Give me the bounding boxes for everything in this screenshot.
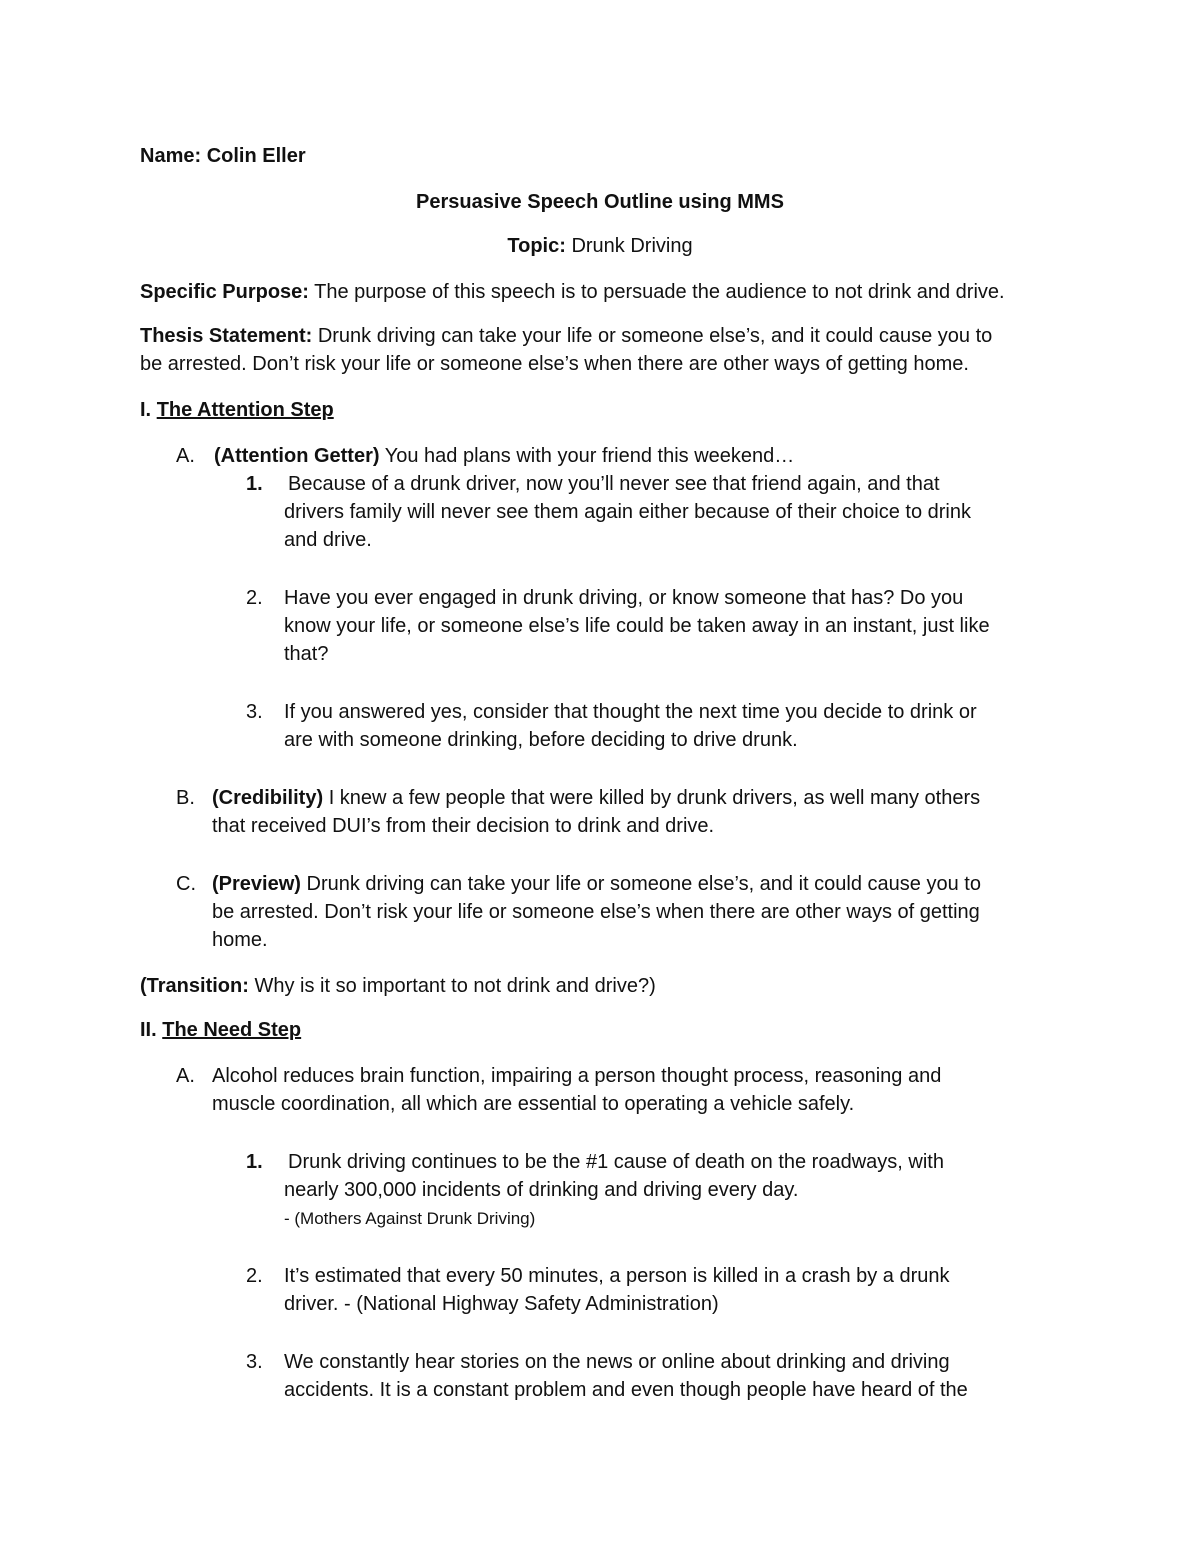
- section-numeral: I.: [140, 399, 152, 421]
- attention-getter-label: (Attention Getter): [214, 445, 380, 467]
- specific-purpose-text: The purpose of this speech is to persuade the audience to not drink and drive.: [314, 281, 1005, 303]
- credibility-text-1: I knew a few people that were killed by drunk drivers, as well many others: [328, 787, 981, 809]
- list-item-line: Have you ever engaged in drunk driving, or know someone that has? Do you: [284, 587, 964, 609]
- credibility-label: (Credibility): [212, 787, 324, 809]
- thesis-line-1: [140, 322, 992, 350]
- preview-text-3: home.: [212, 929, 268, 951]
- name-line: [140, 142, 306, 170]
- section-heading-need: [140, 1016, 301, 1044]
- name-value: Colin Eller: [206, 145, 306, 167]
- name-label: Name:: [140, 145, 202, 167]
- attention-getter: [214, 442, 794, 470]
- list-item: [284, 584, 990, 668]
- list-item-line: accidents. It is a constant problem and even though people have heard of the: [284, 1379, 968, 1401]
- preview-text-1: Drunk driving can take your life or someone else’s, and it could cause you to: [306, 873, 981, 895]
- topic-value: Drunk Driving: [571, 235, 693, 257]
- list-item-line: Drunk driving continues to be the #1 cause of death on the roadways, with: [288, 1151, 944, 1173]
- list-item: [284, 1348, 968, 1404]
- list-marker: 2.: [246, 587, 263, 609]
- section-title: The Need Step: [162, 1019, 302, 1041]
- credibility-text-2: that received DUI’s from their decision to drink and drive.: [212, 815, 715, 837]
- list-item: [284, 1262, 950, 1318]
- specific-purpose-label: Specific Purpose:: [140, 281, 309, 303]
- thesis-line-2: be arrested. Don’t risk your life or someone else’s when there are other ways of getting home.: [140, 353, 969, 375]
- need-point-a: [212, 1062, 941, 1118]
- list-marker: 3.: [246, 1351, 263, 1373]
- document-title: Persuasive Speech Outline using MMS: [416, 191, 784, 213]
- thesis-text-1: Drunk driving can take your life or someone else’s, and it could cause you to: [317, 325, 993, 347]
- list-item-line: know your life, or someone else’s life could be taken away in an instant, just like: [284, 615, 990, 637]
- list-item-line: drivers family will never see them again either because of their choice to drink: [284, 501, 971, 523]
- credibility: [212, 784, 980, 840]
- transition-text: Why is it so important to not drink and drive?): [254, 975, 656, 997]
- list-marker: 1.: [246, 473, 263, 495]
- list-item-line: If you answered yes, consider that thought the next time you decide to drink or: [284, 701, 977, 723]
- list-item-line: nearly 300,000 incidents of drinking and driving every day.: [284, 1179, 799, 1201]
- list-marker: A.: [176, 445, 195, 467]
- list-marker: 3.: [246, 701, 263, 723]
- list-marker: C.: [176, 873, 196, 895]
- list-item-line: We constantly hear stories on the news or online about drinking and driving: [284, 1351, 950, 1373]
- list-item: [284, 698, 977, 754]
- topic-line: [0, 232, 1200, 260]
- list-marker: B.: [176, 787, 195, 809]
- list-item-line: and drive.: [284, 529, 372, 551]
- list-marker: 1.: [246, 1151, 263, 1173]
- section-title: The Attention Step: [156, 399, 334, 421]
- preview-label: (Preview): [212, 873, 301, 895]
- list-item: [284, 1148, 944, 1233]
- section-numeral: II.: [140, 1019, 157, 1041]
- list-item-source: - (Mothers Against Drunk Driving): [284, 1209, 536, 1228]
- preview-text-2: be arrested. Don’t risk your life or someone else’s when there are other ways of getting: [212, 901, 980, 923]
- attention-getter-text: You had plans with your friend this weekend…: [384, 445, 795, 467]
- thesis-label: Thesis Statement:: [140, 325, 313, 347]
- preview: [212, 870, 981, 954]
- list-item-line: that?: [284, 643, 329, 665]
- need-point-a-line-2: muscle coordination, all which are essential to operating a vehicle safely.: [212, 1093, 855, 1115]
- list-item-line: Because of a drunk driver, now you’ll never see that friend again, and that: [288, 473, 940, 495]
- list-item-line: are with someone drinking, before deciding to drive drunk.: [284, 729, 798, 751]
- list-item-line: driver. - (National Highway Safety Administration): [284, 1293, 719, 1315]
- topic-label: Topic:: [507, 235, 566, 257]
- list-marker: A.: [176, 1065, 195, 1087]
- list-item: [284, 470, 971, 554]
- list-item-line: It’s estimated that every 50 minutes, a person is killed in a crash by a drunk: [284, 1265, 950, 1287]
- transition: [140, 972, 656, 1000]
- need-point-a-line-1: Alcohol reduces brain function, impairing a person thought process, reasoning and: [212, 1065, 942, 1087]
- specific-purpose: [140, 278, 1005, 306]
- section-heading-attention: [140, 396, 334, 424]
- list-marker: 2.: [246, 1265, 263, 1287]
- transition-label: (Transition:: [140, 975, 249, 997]
